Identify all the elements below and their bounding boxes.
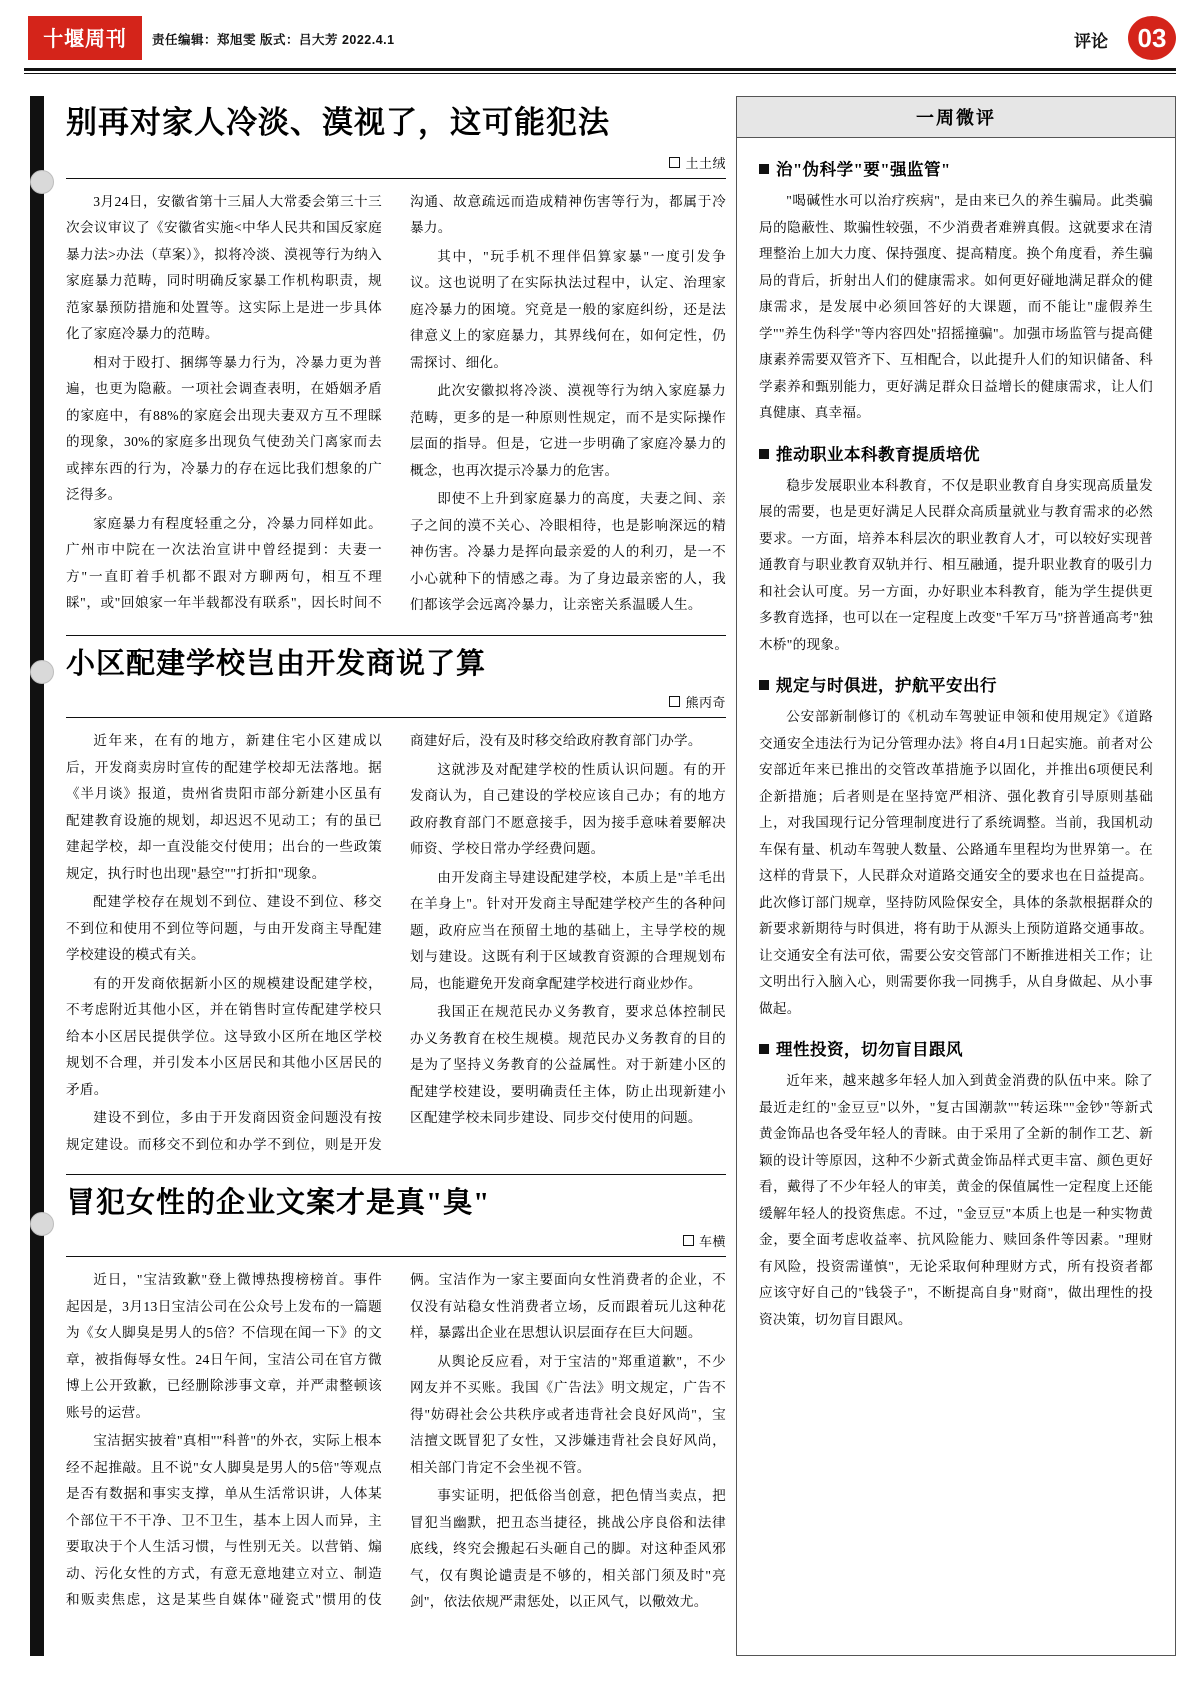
paragraph: 建设不到位，多由于开发商因资金问题没有按规定建设。而移交不到位和办学不到位，则是开发商建好后，没有及时移交给政府教育部门办学。	[66, 733, 702, 1152]
paragraph: 这就涉及对配建学校的性质认识问题。有的开发商认为，自己建设的学校应该自己办；有的地方政府教育部门不愿意接手，因为接手意味着要解决师资、学校日常办学经费问题。	[410, 761, 726, 856]
sidebar-item-body: 稳步发展职业本科教育，不仅是职业教育自身实现高质量发展的需要，也是更好满足人民群众高质量就业与教育需求的必然要求。一方面，培养本科层次的职业教育人才，可以较好实现普通教育与职业教育双轨并行、相互融通，提升职业教育的吸引力和社会认可度。另一方面，办好职业本科教育，能为学生提供更多教育选择，也可以在一定程度上改变"千军万马"挤普通高考"独木桥"的现象。	[759, 477, 1153, 652]
publication-logo	[28, 16, 142, 60]
paragraph: 近年来，在有的地方，新建住宅小区建成以后，开发商卖房时宣传的配建学校却无法落地。据《半月谈》报道，贵州省贵阳市部分新建小区虽有配建教育设施的规划，却迟迟不见动工；有的虽已建起学校，却一直没能交付使用；出台的一些政策规定，执行时也出现"悬空""打折扣"现象。	[66, 733, 382, 881]
sidebar-item-heading	[759, 441, 1153, 465]
article-1-body	[66, 189, 726, 619]
bullet-square-icon	[759, 1044, 769, 1054]
paragraph: 我国正在规范民办义务教育，要求总体控制民办义务教育在校生规模。规范民办义务教育的目的是为了坚持义务教育的公益属性。对于新建小区的配建学校建设，要明确责任主体，防止出现新建小区配建学校未同步建设、同步交付使用的问题。	[410, 1004, 726, 1125]
sidebar-item	[759, 1036, 1153, 1333]
paragraph: 有的开发商依据新小区的规模建设配建学校，不考虑附近其他小区，并在销售时宣传配建学校只给本小区居民提供学位。这导致小区所在地区学校规划不合理，并引发本小区居民和其他小区居民的矛盾。	[66, 975, 382, 1097]
sidebar-item-body: "喝碱性水可以治疗疾病"，是由来已久的养生骗局。此类骗局的隐蔽性、欺骗性较强，不少消费者难辨真假。这就要求在清理整治上加大力度、保持强度、提高精度。换个角度看，养生骗局的背后，折射出人们的健康需求。如何更好碰地满足群众的健康需求，是发展中必须回答好的大课题，而不能让"虚假养生学""养生伪科学"等内容四处"招摇撞骗"。加强市场监管与提高健康素养需要双管齐下、互相配合，以此提升人们的知识储备、科学素养和甄别能力，更好满足群众日益增长的健康需求，让人们真健康、真幸福。	[759, 193, 1153, 420]
page-number-badge: 03	[1128, 16, 1176, 60]
article-2-byline	[66, 692, 726, 711]
bullet-square-icon	[759, 164, 769, 174]
punch-hole	[30, 170, 54, 194]
sidebar-item-body: 公安部新制修订的《机动车驾驶证申领和使用规定》《道路交通安全违法行为记分管理办法》将自4月1日起实施。前者对公安部近年来已推出的交管改革措施予以固化，并推出6项便民利企新措施；后者则是在坚持宽严相济、强化教育引导原则基础上，对我国现行记分管理制度进行了系统调整。当前，我国机动车保有量、机动车驾驶人数量、公路通车里程均为世界第一。在这样的背景下，人民群众对道路交通安全的要求也在日益提高。此次修订部门规章，坚持防风险保安全，具体的条款根据群众的新要求新期待与时俱进，将有助于从源头上预防道路交通事故。让交通安全有法可依，需要公安交管部门不断推进相关工作；让文明出行入脑入心，则需要你我一同携手，从自身做起、从小事做起。	[759, 709, 1153, 1016]
punch-hole	[30, 1212, 54, 1236]
article-3-body	[66, 1267, 726, 1616]
paragraph: 相对于殴打、捆绑等暴力行为，冷暴力更为普遍，也更为隐蔽。一项社会调查表明，在婚姻矛盾的家庭中，有88%的家庭会出现夫妻双方互不理睬的现象，30%的家庭多出现负气使劲关门离家而去或摔东西的行为，冷暴力的存在远比我们想象的广泛得多。	[66, 354, 382, 503]
sidebar-item	[759, 441, 1153, 659]
masthead	[0, 0, 1200, 72]
sidebar-item-heading	[759, 1036, 1153, 1060]
article-1-title: 别再对家人冷淡、漠视了，这可能犯法	[66, 105, 610, 140]
article-2	[66, 646, 726, 1158]
sidebar-item-heading	[759, 156, 1153, 180]
paragraph: 由开发商主导建设配建学校，本质上是"羊毛出在羊身上"。针对开发商主导配建学校产生的各种问题，政府应当在预留土地的基础上，主导学校的规划与建设。这既有利于区域教育资源的合理规划布局，也能避免开发商拿配建学校进行商业炒作。	[410, 869, 726, 991]
masthead-credits: 责任编辑：郑旭雯 版式：吕大芳 2022.4.1	[152, 33, 395, 47]
paragraph: 宝洁据实披着"真相""科普"的外衣，实际上根本经不起推敲。且不说"女人脚臭是男人的5倍"等观点是否有数据和事实支撑，单从生活常识讲，人体某个部位干不干净、卫不卫生，基本上因人而异，主要取决于个人生活习惯，与性别无关。以营销、煽动、污化女性的方式，有意无意地建立对立、制造和贩卖焦虑，这是某些自媒体"碰瓷式"惯用的伎俩。宝洁作为一家主要面向女性消费者的企业，不仅没有站稳女性消费者立场，反而跟着玩儿这种花样，暴露出企业在思想认识层面存在巨大问题。	[66, 1272, 726, 1608]
paragraph: 从舆论反应看，对于宝洁的"郑重道歉"，不少网友并不买账。我国《广告法》明文规定，广告不得"妨碍社会公共秩序或者违背社会良好风尚"，宝洁擅文既冒犯了女性，又涉嫌违背社会良好风尚，相关部门肯定不会坐视不管。	[410, 1353, 726, 1475]
paragraph: 即使不上升到家庭暴力的高度，夫妻之间、亲子之间的漠不关心、冷眼相待，也是影响深远的精神伤害。冷暴力是挥向最亲爱的人的利刃，是一不小心就种下的情感之毒。为了身边最亲密的人，我们都该学会远离冷暴力，让亲密关系温暖人生。	[410, 491, 726, 613]
article-3-title: 冒犯女性的企业文案才是真"臭"	[66, 1187, 491, 1219]
publication-logo-text: 十堰周刊	[43, 27, 127, 51]
byline-marker-icon	[669, 696, 680, 707]
punch-hole	[30, 660, 54, 684]
main-content	[66, 96, 726, 1656]
sidebar-item	[759, 156, 1153, 427]
paragraph: 近日，"宝洁致歉"登上微博热搜榜榜首。事件起因是，3月13日宝洁公司在公众号上发布的一篇题为《女人脚臭是男人的5倍？不信现在闻一下》的文章，被指侮辱女性。24日午间，宝洁公司在官方微博上公开致歉，已经删除涉事文章，并严肃整顿该账号的运营。	[66, 1272, 382, 1420]
sidebar-item	[759, 672, 1153, 1022]
paragraph: 配建学校存在规划不到位、建设不到位、移交不到位和使用不到位等问题，与由开发商主导配建学校建设的模式有关。	[66, 894, 382, 962]
sidebar-item-body: 近年来，越来越多年轻人加入到黄金消费的队伍中来。除了最近走红的"金豆豆"以外，"复古国潮款""转运珠""金钞"等新式黄金饰品也各受年轻人的青睐。由于采用了全新的制作工艺、新颖的设计等原因，这种不少新式黄金饰品样式更丰富、颜色更好看，戴得了不少年轻人的审美，黄金的保值属性一定程度上还能缓解年轻人的投资焦虑。不过，"金豆豆"本质上也是一种实物黄金，要全面考虑收益率、抗风险能力、赎回条件等因素。"理财有风险，投资需谨慎"，无论采取何种理财方式，所有投资者都应该守好自己的"钱袋子"，不断提高自身"财商"，做出理性的投资决策，切勿盲目跟风。	[759, 1073, 1153, 1327]
article-2-body	[66, 728, 726, 1158]
bullet-square-icon	[759, 680, 769, 690]
paragraph: 3月24日，安徽省第十三届人大常委会第三十三次会议审议了《安徽省实施<中华人民共和国反家庭暴力法>办法（草案）》，拟将冷淡、漠视等行为纳入家庭暴力范畴，同时明确反家暴工作机构职责，规范家暴预防措施和处置等。这实际上是进一步具体化了家庭冷暴力的范畴。	[66, 193, 382, 342]
byline-marker-icon	[683, 1235, 694, 1246]
byline-marker-icon	[669, 157, 680, 168]
article-2-title: 小区配建学校岂由开发商说了算	[66, 647, 487, 680]
article-separator	[66, 1174, 726, 1175]
masthead-rule	[24, 68, 1176, 71]
sidebar-item-heading-text: 理性投资，切勿盲目跟风	[776, 1040, 963, 1059]
sidebar-body	[737, 138, 1175, 1357]
article-2-rule	[66, 717, 726, 718]
article-2-author: 熊丙奇	[685, 695, 726, 710]
article-1-rule	[66, 178, 726, 179]
sidebar-item-heading-text: 推动职业本科教育提质培优	[776, 444, 980, 464]
sidebar-item-heading	[759, 672, 1153, 696]
article-1	[66, 104, 726, 619]
paragraph: 其中，"玩手机不理伴侣算家暴"一度引发争议。这也说明了在实际执法过程中，认定、治理家庭冷暴力的困境。究竟是一般的家庭纠纷，还是法律意义上的家庭暴力，其界线何在，如何定性，仍需探讨、细化。	[410, 248, 726, 370]
sidebar-title: 一周微评	[737, 97, 1175, 138]
article-separator	[66, 635, 726, 636]
sidebar-item-heading-text: 治"伪科学"要"强监管"	[776, 160, 951, 179]
paragraph: 此次安徽拟将冷淡、漠视等行为纳入家庭暴力范畴，更多的是一种原则性规定，而不是实际操作层面的指导。但是，它进一步明确了家庭冷暴力的概念，也再次提示冷暴力的危害。	[410, 383, 726, 478]
masthead-rule-thin	[24, 73, 1176, 74]
article-3-byline	[66, 1231, 726, 1250]
paragraph: 家庭暴力有程度轻重之分，冷暴力同样如此。广州市中院在一次法治宣讲中曾经提到：夫妻一方"一直盯着手机都不跟对方聊两句，相互不理睬"，或"回娘家一年半载都没有联系"，因长时间不沟通、故意疏远而造成精神伤害等行为，都属于冷暴力。	[66, 193, 726, 611]
article-3-rule	[66, 1256, 726, 1257]
bullet-square-icon	[759, 449, 769, 459]
section-title: 评论	[1074, 32, 1108, 51]
article-1-byline	[66, 153, 726, 172]
article-3	[66, 1185, 726, 1616]
article-3-author: 车横	[698, 1234, 726, 1250]
binding-spine	[30, 96, 44, 1656]
sidebar-item-heading-text: 规定与时俱进，护航平安出行	[776, 676, 997, 695]
article-1-author: 土土绒	[685, 155, 726, 171]
sidebar-weekly-comments	[736, 96, 1176, 1656]
paragraph: 事实证明，把低俗当创意，把色情当卖点，把冒犯当幽默，把丑态当捷径，挑战公序良俗和法律底线，终究会搬起石头砸自己的脚。对这种歪风邪气，仅有舆论谴责是不够的，相关部门须及时"亮剑"，依法依规严肃惩处，以正风气，以儆效尤。	[410, 1488, 726, 1610]
